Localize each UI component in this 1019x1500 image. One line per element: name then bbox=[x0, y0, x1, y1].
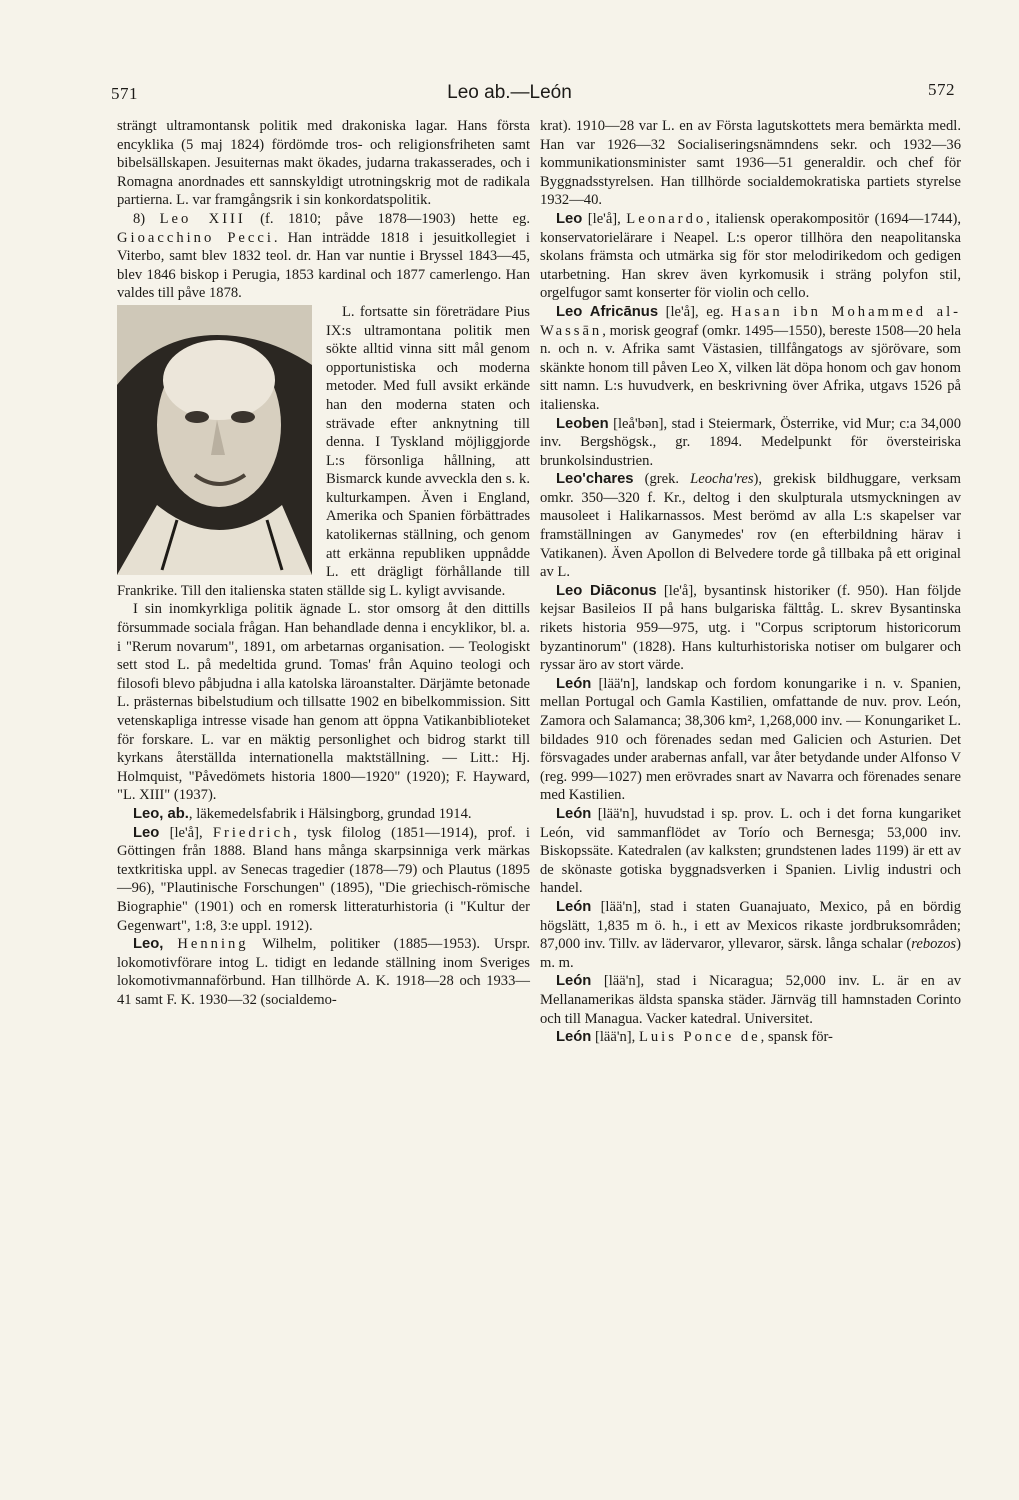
paragraph-leo-xiii-social: I sin inomkyrkliga politik ägnade L. stor omsorg åt den dittills försummade sociala frågan. Han behandlade denna i encyklikor, bl. a. i "Rerum novarum", 1891, om arbetarnas organisation. — Teologiskt sett stod L. på medeltida grund. Tomas' från Aquino teologi och filosofi blevo påbjudna i alla katolska läroanstalter. Därjämte betonade L. prästernas bibelstudium och tillsatte 1902 en bibelkommission. Sitt vetenskapliga intresse visade han genom att öppna Vatikanbiblioteket för forskare. L. var en mäktig personlighet och bidrog starkt till kyrkans återställda internationella maktställning. — Litt.: Hj. Holmquist, "Påvedömets historia 1800—1920" (1920); F. Hayward, "L. XIII" (1937). bbox=[117, 601, 530, 804]
page-number-right: 572 bbox=[928, 80, 955, 99]
headword: León bbox=[556, 973, 592, 990]
text: , tysk filolog (1851—1914), prof. i Göttingen från 1888. Bland hans många skarpsinniga verk märkas textkritiska uppl. av Senecas tragedier (1878—79) och Plautus (1895—96), "Plautinische Forschungen" (1895), "Die griechisch-römische Biographie" (1901) och en romersk litteraturhistoria (i "Kultur der Gegenwart", 1:8, 3:e uppl. 1912). bbox=[117, 824, 530, 934]
headword: León bbox=[556, 898, 592, 915]
text: L. fortsatte sin företrädare Pius IX:s ultramontana politik men sökte alltid vinna sitt mål genom opportunistiska och moderna metoder. Med full avsikt erkände han den moderna staten och strävade efter anknytning till denna. I Tyskland möjliggjorde L:s försonliga hållning, att Bismarck kunde avveckla den s. k. kulturkampen. Även i England, Amerika och Spanien förbättrades katolikernas ställning, och genom att erkänna republiken uppnådde L. ett drägligt förhållande till Frankrike. Till den italienska staten ställde sig L. kyligt avvisande. bbox=[117, 303, 530, 599]
pronunciation: [le'å], eg. bbox=[658, 303, 732, 320]
headword: Leo, bbox=[133, 936, 164, 953]
text: Wilhelm, politiker (1885—1953). Urspr. lokomotivförare intog L. tidigt en ledande ställning inom Sveriges lokomotivmannaförbund. Han tillhörde A. K. 1918—28 och 1933—41 samt F. K. 1930—32 (socialdemo- bbox=[117, 936, 530, 1008]
entry-leo-africanus bbox=[540, 303, 961, 415]
italic-term: rebozos bbox=[911, 936, 957, 953]
entry-leo-friedrich bbox=[117, 824, 530, 936]
text: . Han inträdde 1818 i jesuitkollegiet i Viterbo, samt blev 1832 teol. dr. Han var nuntie i Bryssel 1843—45, blev 1846 biskop i Perugia, 1853 kardinal och 1877 camerlengo. Han valdes till påve 1878. bbox=[117, 229, 530, 302]
spaced-given-name: Luis Ponce de bbox=[638, 1029, 761, 1046]
entry-leo-ab bbox=[117, 805, 530, 824]
portrait-photo bbox=[117, 305, 312, 575]
headword: Leo Diāconus bbox=[556, 582, 657, 599]
text: (f. 1810; påve 1878—1903) hette eg. bbox=[245, 210, 530, 227]
text: , morisk geograf (omkr. 1495—1550), bereste 1508—20 hela n. och n. v. Afrika samt Västasien, tillfångatogs av sjörövare, som skänkte honom till påven Leo X, vilken lät döpa honom och gav honom sitt namn. L:s huvudverk, en beskrivning över Afrika, utgavs 1526 på italienska. bbox=[540, 322, 961, 413]
text: (grek. bbox=[633, 471, 691, 488]
entry-leon-city-spain bbox=[540, 805, 961, 898]
entry-leo-henning bbox=[117, 935, 530, 1009]
page-header bbox=[0, 78, 1019, 110]
pronunciation: [le'å], bbox=[582, 210, 627, 227]
text: [lää'n], stad i Nicaragua; 52,000 inv. L. är en av Mellanamerikas äldsta spanska städer. Järnväg till hamnstaden Corinto och till Managua. Vacker katedral. Universitet. bbox=[540, 973, 961, 1027]
headword: León bbox=[556, 1029, 592, 1046]
text: , läkemedelsfabrik i Hälsingborg, grundad 1914. bbox=[188, 805, 472, 822]
left-column bbox=[117, 117, 530, 1010]
headword: Leo, ab. bbox=[133, 805, 189, 822]
headword: Leo Africānus bbox=[556, 303, 659, 320]
paragraph-leo-henning-end: krat). 1910—28 var L. en av Första lagutskottets mera bemärkta medl. Han var 1926—32 Socialiseringsnämndens sekr. och 1932—36 kommunikationsminister samt 1936—51 generaldir. och chef för Byggnadsstyrelsen. Han tillhörde socialdemokratiska partiets styrelse 1932—40. bbox=[540, 118, 961, 209]
entry-leon-nicaragua bbox=[540, 972, 961, 1028]
spaced-birthname: Gioacchino Pecci bbox=[117, 229, 274, 246]
spaced-given-name: Friedrich bbox=[212, 824, 294, 841]
headword: Leoben bbox=[556, 415, 609, 432]
entry-leon-luis-ponce bbox=[540, 1028, 961, 1047]
text: , spansk för- bbox=[760, 1029, 833, 1046]
entry-leo-xiii-intro bbox=[117, 210, 530, 303]
paragraph-leo-xiii-politics bbox=[117, 303, 530, 601]
entry-leo-diaconus bbox=[540, 582, 961, 675]
spaced-given-name: Henning bbox=[177, 936, 249, 953]
text: [leå'bən], stad i Steiermark, Österrike, vid Mur; c:a 34,000 inv. Bergshögsk., gr. 1894. Medelpunkt för översteiriska brunkolsindustrien. bbox=[540, 415, 961, 469]
text: ), grekisk bildhuggare, verksam omkr. 350—320 f. Kr., deltog i den skulpturala utsmyckningen av mausoleet i Halikarnassos. Mest berömd av alla L:s skapelser var framställningen av Ganymedes' rov (en efterbildning härav i Vatikanen). Även Apollon di Belvedere torde gå tillbaka på ett original av L. bbox=[540, 471, 961, 581]
text: [lää'n], huvudstad i sp. prov. L. och i det forna kungariket León, vid sammanflödet av Torío och Bernesga; 53,000 inv. Biskopssäte. Katedralen (av kalksten; grundstenen lades 1199) är ett av de skönaste gotiska byggnadsverken i Spanien. Livlig industri och handel. bbox=[540, 805, 961, 897]
text: 8) bbox=[133, 210, 160, 227]
headword: Leo bbox=[133, 824, 160, 841]
text: [lää'n], landskap och fordom konungarike i n. v. Spanien, mellan Portugal och Gamla Kastilien, omfattande de nuv. prov. León, Zamora och Salamanca; 38,306 km², 1,268,000 inv. — Konungariket L. bildades 910 och förenades sedan med Galicien och Asturien. Det försvagades under arabernas anfall, var åter betydande under Alfonso V (reg. 999—1027) men erövrades snart av Navarra och förenades senare med Kastilien. bbox=[540, 675, 961, 804]
entry-leo-leonardo bbox=[540, 210, 961, 303]
spaced-given-name: Hasan ibn Mohammed al-Wassān bbox=[540, 303, 961, 339]
headword: Leo bbox=[556, 210, 583, 227]
greek-name: Leocha'res bbox=[690, 471, 754, 488]
entry-leon-region bbox=[540, 675, 961, 805]
entry-leoben bbox=[540, 415, 961, 471]
pronunciation: [lää'n], bbox=[591, 1029, 639, 1046]
spaced-given-name: Leonardo bbox=[626, 210, 707, 227]
right-column bbox=[540, 117, 961, 1047]
text: ) m. m. bbox=[540, 936, 961, 971]
text: , italiensk operakompositör (1694—1744), konservatorielärare i Neapel. L:s operor tillhöra den neapolitanska skolans främsta och utmärka sig för stor melodirikedom och gedigen utarbetning. Han skrev även kyrkomusik i sträng polyfon stil, orgelfugor samt konserter för violin och cello. bbox=[540, 210, 961, 302]
page-number-left: 571 bbox=[111, 84, 138, 103]
entry-leon-mexico bbox=[540, 898, 961, 972]
running-head: Leo ab.—León bbox=[447, 82, 572, 103]
headword: León bbox=[556, 675, 592, 692]
headword: León bbox=[556, 805, 592, 822]
paragraph-leo-xii-end: strängt ultramontansk politik med drakoniska lagar. Hans första encyklika (5 maj 1824) fördömde tros- och religionsfriheten samt bibelsällskapen. Jesuiternas makt ökades, judarna trakasserades, och i Romagna anordnades ett sannskyldigt utrotningskrig mot de radikala partierna. L. var framgångsrik i sin konkordatspolitik. bbox=[117, 118, 530, 209]
text: [le'å], bysantinsk historiker (f. 950). Han följde kejsar Basileios II på hans bulgariska fälttåg. L. skrev Bysantinska rikets historia 959—975, utg. i "Corpus scriptorum historicorum byzantinorum" (1828). Hans kulturhistoriska notiser om bulgarer och ryssar äro av stort värde. bbox=[540, 582, 961, 674]
entry-leochares bbox=[540, 470, 961, 582]
text: [lää'n], stad i staten Guanajuato, Mexico, på en bördig högslätt, 1,835 m ö. h., i ett av Mexicos rikaste jordbruksområden; 87,000 inv. Tillv. av lädervaror, yllevaror, särsk. långa schalar ( bbox=[540, 898, 961, 953]
spaced-name: Leo XIII bbox=[159, 210, 246, 227]
pronunciation: [le'å], bbox=[159, 824, 213, 841]
headword: Leo'chares bbox=[556, 471, 634, 488]
